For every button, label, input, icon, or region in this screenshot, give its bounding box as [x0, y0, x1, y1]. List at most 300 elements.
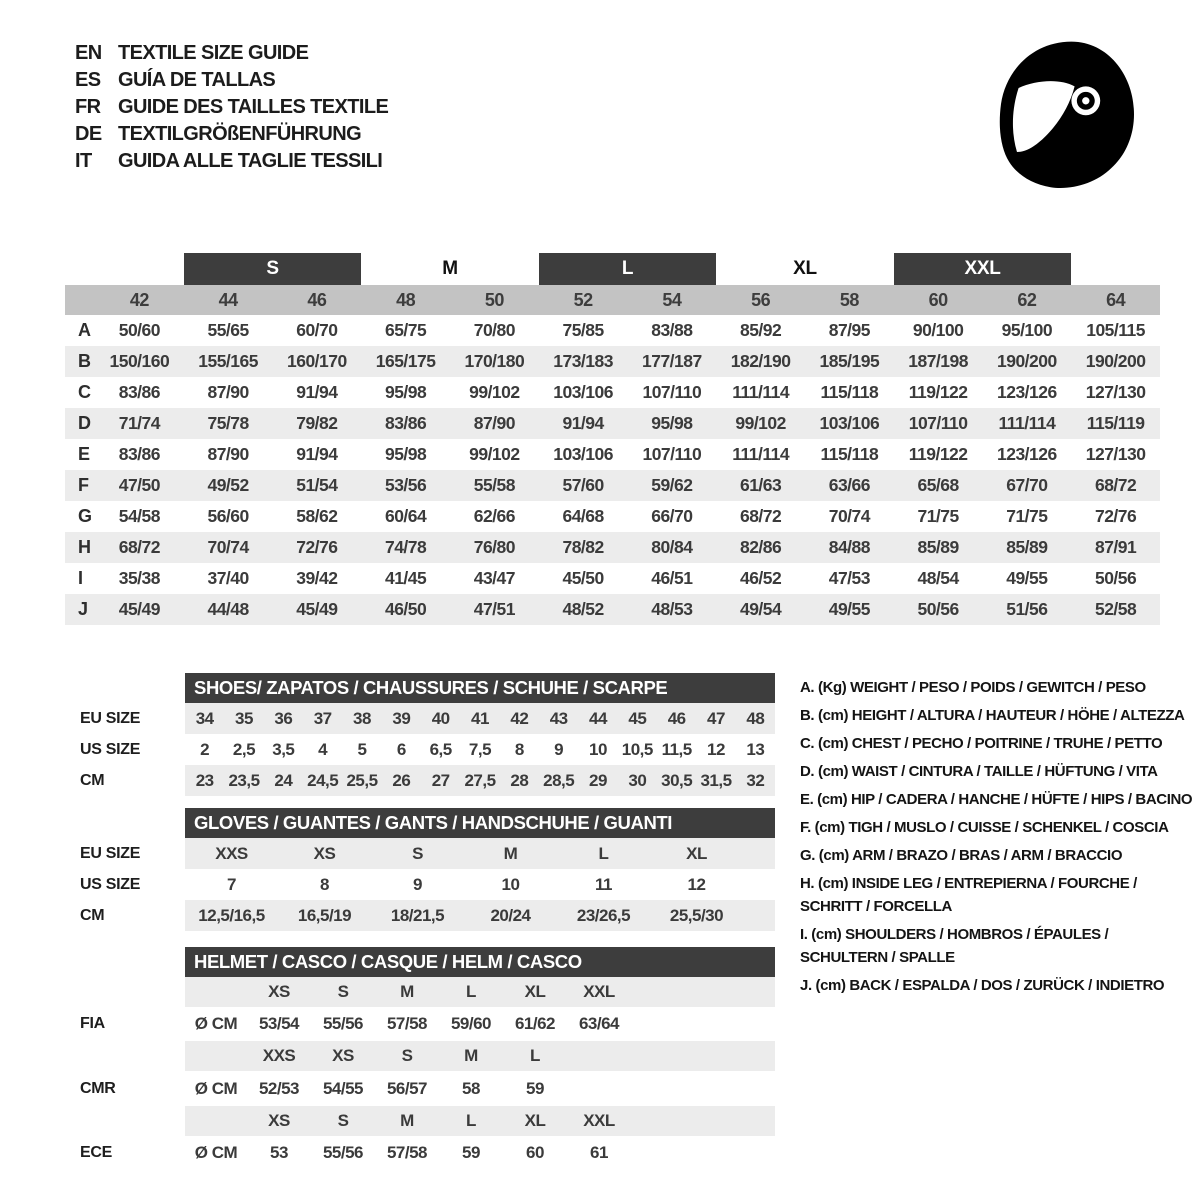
size-value-cell: 160/170	[286, 351, 347, 371]
size-value-cell: 123/126	[996, 444, 1057, 464]
shoes-row-label: EU SIZE	[80, 709, 141, 727]
size-value-cell: 87/90	[473, 413, 516, 433]
size-value-cell: 47/50	[118, 475, 161, 495]
shoes-row	[80, 734, 780, 765]
size-value-cell: 182/190	[730, 351, 791, 371]
legend-line: SCHULTERN / SPALLE	[800, 949, 955, 966]
size-value-cell: 37/40	[207, 568, 249, 588]
helmet-unit-label: Ø CM	[194, 1078, 238, 1098]
size-value-cell: 51/56	[1006, 599, 1048, 619]
helmet-unit-spacer	[185, 977, 247, 1007]
helmet-size-label: XS	[332, 1046, 354, 1065]
size-value-cell: 87/95	[828, 320, 871, 340]
gloves-value-cell: S	[412, 843, 423, 863]
size-value-cell: 91/94	[296, 444, 338, 464]
measurement-row	[65, 594, 1160, 625]
gloves-value-cell: XS	[313, 843, 336, 863]
gloves-value-cell: 25,5/30	[669, 905, 724, 925]
size-value-cell: 60/70	[296, 320, 338, 340]
legend-item	[800, 788, 1195, 811]
size-value-cell: 48/53	[651, 599, 693, 619]
helmet-value-cell: 58	[462, 1078, 480, 1098]
helmet-header-row	[80, 947, 780, 977]
size-value-cell: 56/60	[207, 506, 249, 526]
gloves-value-cell: 11	[595, 874, 612, 894]
size-value-cell: 54/58	[118, 506, 161, 526]
gloves-row-values	[185, 900, 775, 931]
size-value-cell: 103/106	[553, 444, 613, 464]
shoes-value-cell: 8	[514, 739, 524, 759]
size-value-cell: 62/66	[473, 506, 516, 526]
guide-title: GUIDE DES TAILLES TEXTILE	[118, 96, 389, 118]
shoes-value-cell: 24,5	[307, 770, 339, 790]
numeric-size: 42	[129, 289, 149, 310]
helmet-size-label: S	[337, 1111, 349, 1130]
shoes-value-cell: 32	[746, 770, 765, 790]
size-value-cell: 99/102	[469, 444, 520, 464]
language-code: FR	[75, 96, 101, 118]
size-value-cell: 95/98	[384, 382, 427, 402]
legend-item	[800, 760, 1195, 783]
gloves-row-label: CM	[80, 906, 105, 924]
shoes-value-cell: 37	[313, 708, 332, 728]
size-value-cell: 45/50	[562, 568, 604, 588]
size-value-cell: 173/183	[553, 351, 613, 371]
size-value-cell: 65/75	[384, 320, 427, 340]
helmet-size-label: XL	[524, 1111, 546, 1130]
size-value-cell: 70/80	[473, 320, 516, 340]
helmet-size-label: S	[401, 1046, 413, 1065]
size-value-cell: 49/55	[828, 599, 871, 619]
helmet-standard-row	[80, 1007, 780, 1041]
legend-item	[800, 816, 1195, 839]
helmet-standard-values	[185, 1007, 775, 1041]
gloves-header-row	[80, 808, 780, 838]
size-value-cell: 103/106	[553, 382, 613, 402]
size-value-cell: 61/63	[739, 475, 782, 495]
measurement-row	[65, 408, 1160, 439]
shoes-header-row	[80, 673, 780, 703]
size-value-cell: 78/82	[562, 537, 604, 557]
gloves-row-values	[185, 838, 775, 869]
shoes-row	[80, 765, 780, 796]
size-group-s: S	[184, 253, 362, 285]
size-value-cell: 46/51	[651, 568, 693, 588]
size-value-cell: 127/130	[1085, 382, 1146, 402]
legend-line: B. (cm) HEIGHT / ALTURA / HAUTEUR / HÖHE / ALTEZZA	[800, 707, 1185, 724]
size-value-cell: 74/78	[384, 537, 427, 557]
shoes-value-cell: 6	[396, 739, 406, 759]
shoes-value-cell: 10	[589, 739, 607, 759]
size-value-cell: 99/102	[469, 382, 520, 402]
size-value-cell: 119/122	[908, 444, 968, 464]
size-value-cell: 127/130	[1085, 444, 1146, 464]
size-value-cell: 49/54	[739, 599, 782, 619]
shoes-header-spacer	[80, 673, 185, 703]
row-letter: D	[78, 413, 91, 433]
shoes-value-cell: 29	[589, 770, 607, 790]
guide-title: TEXTILGRÖßENFÜHRUNG	[118, 123, 362, 145]
gloves-value-cell: M	[503, 843, 518, 863]
helmet-value-cell: 55/56	[322, 1014, 364, 1033]
numeric-size: 48	[396, 289, 416, 310]
language-code: DE	[75, 123, 102, 145]
size-value-cell: 82/86	[739, 537, 782, 557]
row-letter: H	[78, 537, 91, 557]
shoes-value-cell: 43	[549, 708, 568, 728]
size-value-cell: 71/75	[1006, 506, 1048, 526]
helmet-size-label: XXS	[262, 1046, 296, 1065]
size-value-cell: 52/58	[1094, 599, 1137, 619]
helmet-size-row-spacer	[80, 977, 185, 1007]
shoes-value-cell: 28	[510, 770, 529, 790]
gloves-value-cell: 20/24	[490, 905, 531, 925]
size-value-cell: 85/89	[1006, 537, 1048, 557]
helmet-value-cell: 61/62	[514, 1014, 556, 1033]
legend-item	[800, 974, 1195, 997]
helmet-value-cell: 63/64	[578, 1014, 620, 1033]
size-value-cell: 105/115	[1086, 320, 1146, 340]
helmet-size-row	[80, 1041, 780, 1071]
helmet-standard-name: FIA	[80, 1015, 105, 1032]
size-value-cell: 95/98	[651, 413, 693, 433]
size-value-cell: 107/110	[642, 444, 702, 464]
helmet-size-labels	[185, 977, 775, 1007]
size-value-cell: 47/51	[473, 599, 516, 619]
size-value-cell: 87/91	[1094, 537, 1137, 557]
row-letter: I	[78, 568, 84, 588]
gloves-value-cell: L	[598, 843, 609, 863]
helmet-value-cell: 61	[590, 1143, 608, 1162]
helmet-standard-values	[185, 1071, 775, 1106]
shoes-value-cell: 13	[746, 739, 765, 759]
numeric-size: 52	[573, 289, 593, 310]
gloves-size-table	[80, 808, 780, 931]
legend-line: A. (Kg) WEIGHT / PESO / POIDS / GEWITCH / PESO	[800, 679, 1146, 696]
size-value-cell: 58/62	[296, 506, 338, 526]
gloves-row-label: US SIZE	[80, 875, 141, 893]
numeric-size: 44	[218, 289, 238, 310]
legend-line: C. (cm) CHEST / PECHO / POITRINE / TRUHE / PETTO	[800, 735, 1163, 752]
gloves-value-cell: XXS	[215, 843, 248, 863]
shoes-value-cell: 2	[200, 739, 210, 759]
helmet-standard-row	[80, 1071, 780, 1106]
size-value-cell: 185/195	[819, 351, 880, 371]
helmet-unit-label: Ø CM	[194, 1143, 238, 1162]
gloves-value-cell: 7	[227, 874, 236, 894]
guide-title: GUÍA DE TALLAS	[118, 69, 276, 91]
language-row	[75, 148, 388, 175]
shoes-value-cell: 48	[746, 708, 765, 728]
size-value-cell: 115/118	[820, 444, 879, 464]
size-value-cell: 99/102	[735, 413, 786, 433]
size-value-cell: 165/175	[375, 351, 436, 371]
helmet-size-label: S	[337, 982, 349, 1001]
shoes-value-cell: 44	[589, 708, 607, 728]
helmet-size-table	[80, 947, 780, 1170]
numeric-size: 46	[307, 289, 327, 310]
size-value-cell: 87/90	[207, 382, 249, 402]
size-value-cell: 83/88	[651, 320, 693, 340]
size-value-cell: 44/48	[207, 599, 249, 619]
shoes-value-cell: 45	[628, 708, 647, 728]
helmet-value-cell: 52/53	[258, 1078, 300, 1098]
helmet-size-label: XS	[268, 982, 290, 1001]
gloves-value-cell: XL	[686, 843, 707, 863]
helmet-size-row-spacer	[80, 1041, 185, 1071]
measurement-row	[65, 501, 1160, 532]
size-group-row	[65, 253, 1160, 285]
size-value-cell: 190/200	[996, 351, 1057, 371]
numeric-size: 60	[928, 289, 948, 310]
helmet-size-label: XXL	[583, 982, 615, 1001]
shoes-value-cell: 7,5	[468, 739, 492, 759]
shoes-value-cell: 35	[235, 708, 253, 728]
size-value-cell: 119/122	[908, 382, 968, 402]
size-value-cell: 85/89	[917, 537, 959, 557]
size-value-cell: 95/98	[384, 444, 427, 464]
size-value-cell: 187/198	[908, 351, 968, 371]
size-value-cell: 39/42	[296, 568, 338, 588]
gloves-value-cell: 18/21,5	[390, 905, 445, 925]
size-value-cell: 68/72	[739, 506, 782, 526]
guide-title: TEXTILE SIZE GUIDE	[118, 42, 309, 64]
helmet-unit-spacer	[185, 1041, 247, 1071]
legend-line: I. (cm) SHOULDERS / HOMBROS / ÉPAULES /	[800, 926, 1109, 943]
size-value-cell: 35/38	[118, 568, 161, 588]
helmet-value-cell: 59	[526, 1078, 544, 1098]
shoes-value-cell: 36	[274, 708, 293, 728]
gloves-value-cell: 12	[687, 874, 706, 894]
language-row	[75, 40, 388, 67]
helmet-size-label: L	[466, 982, 476, 1001]
gloves-row-label: EU SIZE	[80, 844, 141, 862]
size-value-cell: 66/70	[651, 506, 693, 526]
size-group-m: M	[442, 258, 458, 279]
legend-item	[800, 732, 1195, 755]
shoes-value-cell: 42	[510, 708, 529, 728]
measurement-row	[65, 532, 1160, 563]
size-value-cell: 90/100	[912, 320, 964, 340]
helmet-value-cell: 57/58	[386, 1014, 428, 1033]
helmet-size-row	[80, 977, 780, 1007]
language-code: ES	[75, 69, 101, 91]
size-value-cell: 91/94	[562, 413, 604, 433]
helmet-size-label: M	[400, 982, 414, 1001]
shoes-value-cell: 3,5	[272, 739, 295, 759]
guide-title: GUIDA ALLE TAGLIE TESSILI	[118, 150, 383, 172]
shoes-row-label: CM	[80, 771, 105, 789]
size-group-l: L	[539, 253, 717, 285]
size-value-cell: 51/54	[296, 475, 338, 495]
size-value-cell: 170/180	[464, 351, 525, 371]
gloves-header-spacer	[80, 808, 185, 838]
helmet-standard-name: ECE	[80, 1144, 112, 1161]
gloves-row	[80, 869, 780, 900]
shoes-value-cell: 24	[274, 770, 293, 790]
shoes-value-cell: 31,5	[700, 770, 732, 790]
size-value-cell: 67/70	[1006, 475, 1048, 495]
language-row	[75, 121, 388, 148]
size-value-cell: 72/76	[296, 537, 338, 557]
size-value-cell: 43/47	[473, 568, 516, 588]
gloves-section-title: GLOVES / GUANTES / GANTS / HANDSCHUHE / GUANTI	[185, 808, 775, 838]
shoes-value-cell: 41	[471, 708, 489, 728]
size-value-cell: 50/56	[917, 599, 959, 619]
shoes-value-cell: 6,5	[429, 739, 452, 759]
size-value-cell: 48/52	[562, 599, 604, 619]
legend-line: E. (cm) HIP / CADERA / HANCHE / HÜFTE / HIPS / BACINO	[800, 791, 1193, 808]
gloves-row	[80, 900, 780, 931]
shoes-value-cell: 34	[195, 708, 214, 728]
measurement-row	[65, 377, 1160, 408]
shoes-value-cell: 39	[392, 708, 411, 728]
size-value-cell: 47/53	[828, 568, 871, 588]
row-letter: E	[78, 444, 91, 464]
shoes-value-cell: 38	[353, 708, 371, 728]
size-value-cell: 45/49	[296, 599, 338, 619]
helmet-size-labels	[185, 1106, 775, 1136]
size-value-cell: 190/200	[1085, 351, 1146, 371]
legend-line: SCHRITT / FORCELLA	[800, 898, 952, 915]
size-value-cell: 46/52	[739, 568, 782, 588]
size-value-cell: 150/160	[109, 351, 170, 371]
gloves-row-values	[185, 869, 775, 900]
measurement-row	[65, 563, 1160, 594]
numeric-size-spacer	[65, 285, 95, 315]
language-title-list	[75, 40, 388, 175]
size-value-cell: 71/75	[917, 506, 959, 526]
size-value-cell: 55/65	[207, 320, 249, 340]
size-value-cell: 70/74	[828, 506, 871, 526]
helmet-standard-row	[80, 1136, 780, 1170]
shoes-value-cell: 23	[195, 770, 214, 790]
helmet-size-labels	[185, 1041, 775, 1071]
legend-item	[800, 676, 1195, 699]
size-value-cell: 75/78	[207, 413, 249, 433]
measurement-legend	[800, 676, 1195, 1002]
helmet-size-label: XL	[524, 982, 546, 1001]
numeric-size: 56	[751, 289, 771, 310]
size-value-cell: 76/80	[473, 537, 516, 557]
helmet-size-row	[80, 1106, 780, 1136]
size-value-cell: 71/74	[118, 413, 161, 433]
racing-helmet-icon	[985, 28, 1145, 196]
measurement-row	[65, 346, 1160, 377]
row-letter: B	[78, 351, 91, 371]
shoes-value-cell: 23,5	[228, 770, 260, 790]
shoes-value-cell: 2,5	[232, 739, 256, 759]
gloves-value-cell: 16,5/19	[297, 905, 352, 925]
helmet-standard-name: CMR	[80, 1079, 116, 1097]
helmet-value-cell: 53	[270, 1143, 288, 1162]
size-value-cell: 41/45	[384, 568, 427, 588]
size-value-cell: 48/54	[917, 568, 959, 588]
helmet-value-cell: 60	[526, 1143, 544, 1162]
size-value-cell: 107/110	[642, 382, 702, 402]
legend-line: J. (cm) BACK / ESPALDA / DOS / ZURÜCK / INDIETRO	[800, 977, 1165, 994]
row-letter: J	[78, 599, 89, 619]
helmet-size-label: M	[464, 1046, 478, 1065]
size-value-cell: 80/84	[651, 537, 693, 557]
helmet-value-cell: 54/55	[322, 1078, 364, 1098]
helmet-size-label: XS	[268, 1111, 290, 1130]
legend-line: G. (cm) ARM / BRAZO / BRAS / ARM / BRACCIO	[800, 847, 1123, 864]
helmet-value-cell: 53/54	[258, 1014, 300, 1033]
shoes-value-cell: 12	[707, 739, 725, 759]
legend-line: F. (cm) TIGH / MUSLO / CUISSE / SCHENKEL / COSCIA	[800, 819, 1169, 836]
size-value-cell: 49/55	[1006, 568, 1048, 588]
shoes-value-cell: 40	[431, 708, 450, 728]
size-value-cell: 115/118	[820, 382, 879, 402]
measurement-row	[65, 439, 1160, 470]
size-value-cell: 115/119	[1086, 413, 1145, 433]
row-letter: C	[78, 382, 91, 402]
size-value-cell: 68/72	[118, 537, 161, 557]
size-value-cell: 75/85	[562, 320, 604, 340]
helmet-standard-values	[185, 1136, 775, 1170]
size-value-cell: 63/66	[828, 475, 871, 495]
size-value-cell: 50/56	[1094, 568, 1137, 588]
measurement-row	[65, 315, 1160, 346]
numeric-size: 54	[662, 289, 682, 310]
helmet-value-cell: 56/57	[386, 1078, 428, 1098]
size-value-cell: 123/126	[996, 382, 1057, 402]
language-code: IT	[75, 150, 92, 172]
size-value-cell: 70/74	[207, 537, 249, 557]
helmet-value-cell: 57/58	[386, 1143, 428, 1162]
size-value-cell: 95/100	[1001, 320, 1053, 340]
row-letter: A	[78, 320, 91, 340]
shoes-value-cell: 30,5	[661, 770, 693, 790]
shoes-row-values	[185, 765, 775, 796]
shoes-row-values	[185, 703, 775, 734]
size-group-xxl: XXL	[894, 253, 1072, 285]
helmet-size-label	[567, 1041, 631, 1071]
shoes-row-label: US SIZE	[80, 740, 141, 758]
shoes-value-cell: 26	[392, 770, 411, 790]
size-value-cell: 45/49	[118, 599, 161, 619]
helmet-size-label: XXL	[583, 1111, 615, 1130]
gloves-value-cell: 9	[413, 874, 422, 894]
gloves-value-cell: 23/26,5	[576, 905, 631, 925]
shoes-value-cell: 25,5	[346, 770, 378, 790]
size-value-cell: 155/165	[198, 351, 258, 371]
size-value-cell: 53/56	[384, 475, 427, 495]
size-value-cell: 83/86	[118, 444, 161, 464]
shoes-value-cell: 9	[554, 739, 564, 759]
helmet-size-label: L	[466, 1111, 476, 1130]
size-value-cell: 50/60	[118, 320, 161, 340]
shoes-value-cell: 47	[707, 708, 725, 728]
size-value-cell: 84/88	[828, 537, 871, 557]
shoes-value-cell: 30	[628, 770, 647, 790]
size-value-cell: 83/86	[118, 382, 161, 402]
numeric-size: 58	[839, 289, 859, 310]
size-value-cell: 103/106	[819, 413, 880, 433]
size-value-cell: 111/114	[732, 444, 790, 464]
size-value-cell: 107/110	[908, 413, 968, 433]
shoes-value-cell: 10,5	[621, 739, 653, 759]
size-value-cell: 55/58	[473, 475, 516, 495]
size-value-cell: 177/187	[641, 351, 702, 371]
shoes-size-table	[80, 673, 780, 796]
language-row	[75, 67, 388, 94]
size-value-cell: 60/64	[384, 506, 427, 526]
gloves-value-cell: 12,5/16,5	[198, 905, 265, 925]
helmet-value-cell	[567, 1071, 631, 1106]
shoes-value-cell: 4	[318, 739, 328, 759]
